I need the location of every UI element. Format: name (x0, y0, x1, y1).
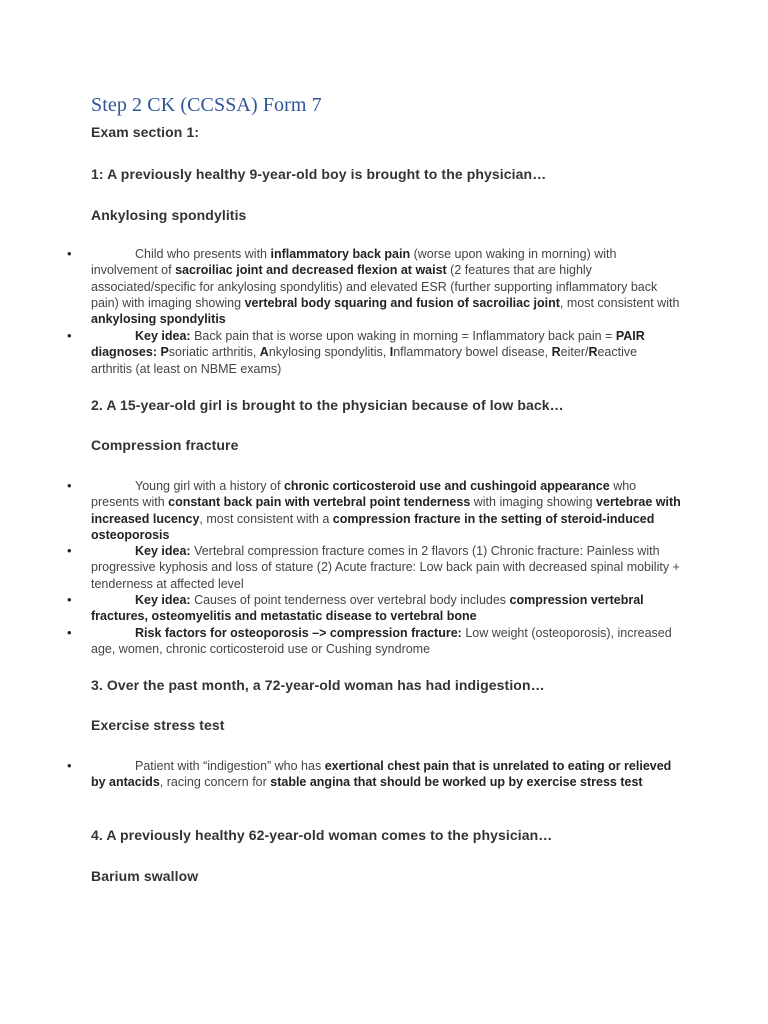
question-4-prompt: 4. A previously healthy 62-year-old woman comes to the physician… (91, 827, 553, 843)
bullet-text: Key idea: Back pain that is worse upon waking in morning = Inflammatory back pain = PAIR diagnoses: Psoriatic arthritis, Ankylosing spondylitis, Inflammatory bowel disease, Reiter/Reactive arthritis (at least on NBME exams) (91, 329, 645, 376)
question-2-answer: Compression fracture (91, 437, 239, 453)
list-item (67, 592, 681, 625)
list-item (67, 543, 681, 592)
bullet-icon: • (67, 478, 72, 493)
bullet-text: Key idea: Vertebral compression fracture comes in 2 flavors (1) Chronic fracture: Painless with progressive kyphosis and loss of stature (2) Acute fracture: Low back pain with decreased spinal mobility + tenderness at affected level (91, 544, 680, 591)
bullet-text: Young girl with a history of chronic corticosteroid use and cushingoid appearance who presents with constant back pain with vertebral point tenderness with imaging showing vertebrae with increased lucency, most consistent with a compression fracture in the setting of steroid-induced osteoporosis (91, 479, 681, 542)
bullet-text: Key idea: Causes of point tenderness over vertebral body includes compression vertebral fractures, osteomyelitis and metastatic disease to vertebral bone (91, 593, 644, 624)
list-item (67, 758, 681, 791)
question-4-answer: Barium swallow (91, 868, 199, 884)
bullet-icon: • (67, 592, 72, 607)
question-3-answer: Exercise stress test (91, 717, 225, 733)
bullet-text: Patient with “indigestion” who has exertional chest pain that is unrelated to eating or relieved by antacids, racing concern for stable angina that should be worked up by exercise stress test (91, 759, 672, 790)
bullet-icon: • (67, 246, 72, 261)
document-title: Step 2 CK (CCSSA) Form 7 (91, 94, 322, 116)
question-2-prompt: 2. A 15-year-old girl is brought to the physician because of low back… (91, 397, 564, 413)
question-1-answer: Ankylosing spondylitis (91, 207, 247, 223)
list-item (67, 246, 681, 327)
bullet-icon: • (67, 328, 72, 343)
question-1-prompt: 1: A previously healthy 9-year-old boy is brought to the physician… (91, 166, 547, 182)
bullet-icon: • (67, 543, 72, 558)
bullet-icon: • (67, 625, 72, 640)
list-item (67, 625, 681, 658)
bullet-icon: • (67, 758, 72, 773)
bullet-text: Risk factors for osteoporosis –> compression fracture: Low weight (osteoporosis), increased age, women, chronic corticosteroid use or Cushing syndrome (91, 626, 672, 657)
list-item (67, 328, 681, 377)
exam-section-heading: Exam section 1: (91, 124, 200, 140)
question-3-prompt: 3. Over the past month, a 72-year-old woman has had indigestion… (91, 677, 545, 693)
bullet-text: Child who presents with inflammatory back pain (worse upon waking in morning) with involvement of sacroiliac joint and decreased flexion at waist (2 features that are highly associated/specific for ankylosing spondylitis) and elevated ESR (further supporting inflammatory back pain) with imaging showing vertebral body squaring and fusion of sacroiliac joint, most consistent with ankylosing spondylitis (91, 247, 680, 327)
list-item (67, 478, 681, 543)
